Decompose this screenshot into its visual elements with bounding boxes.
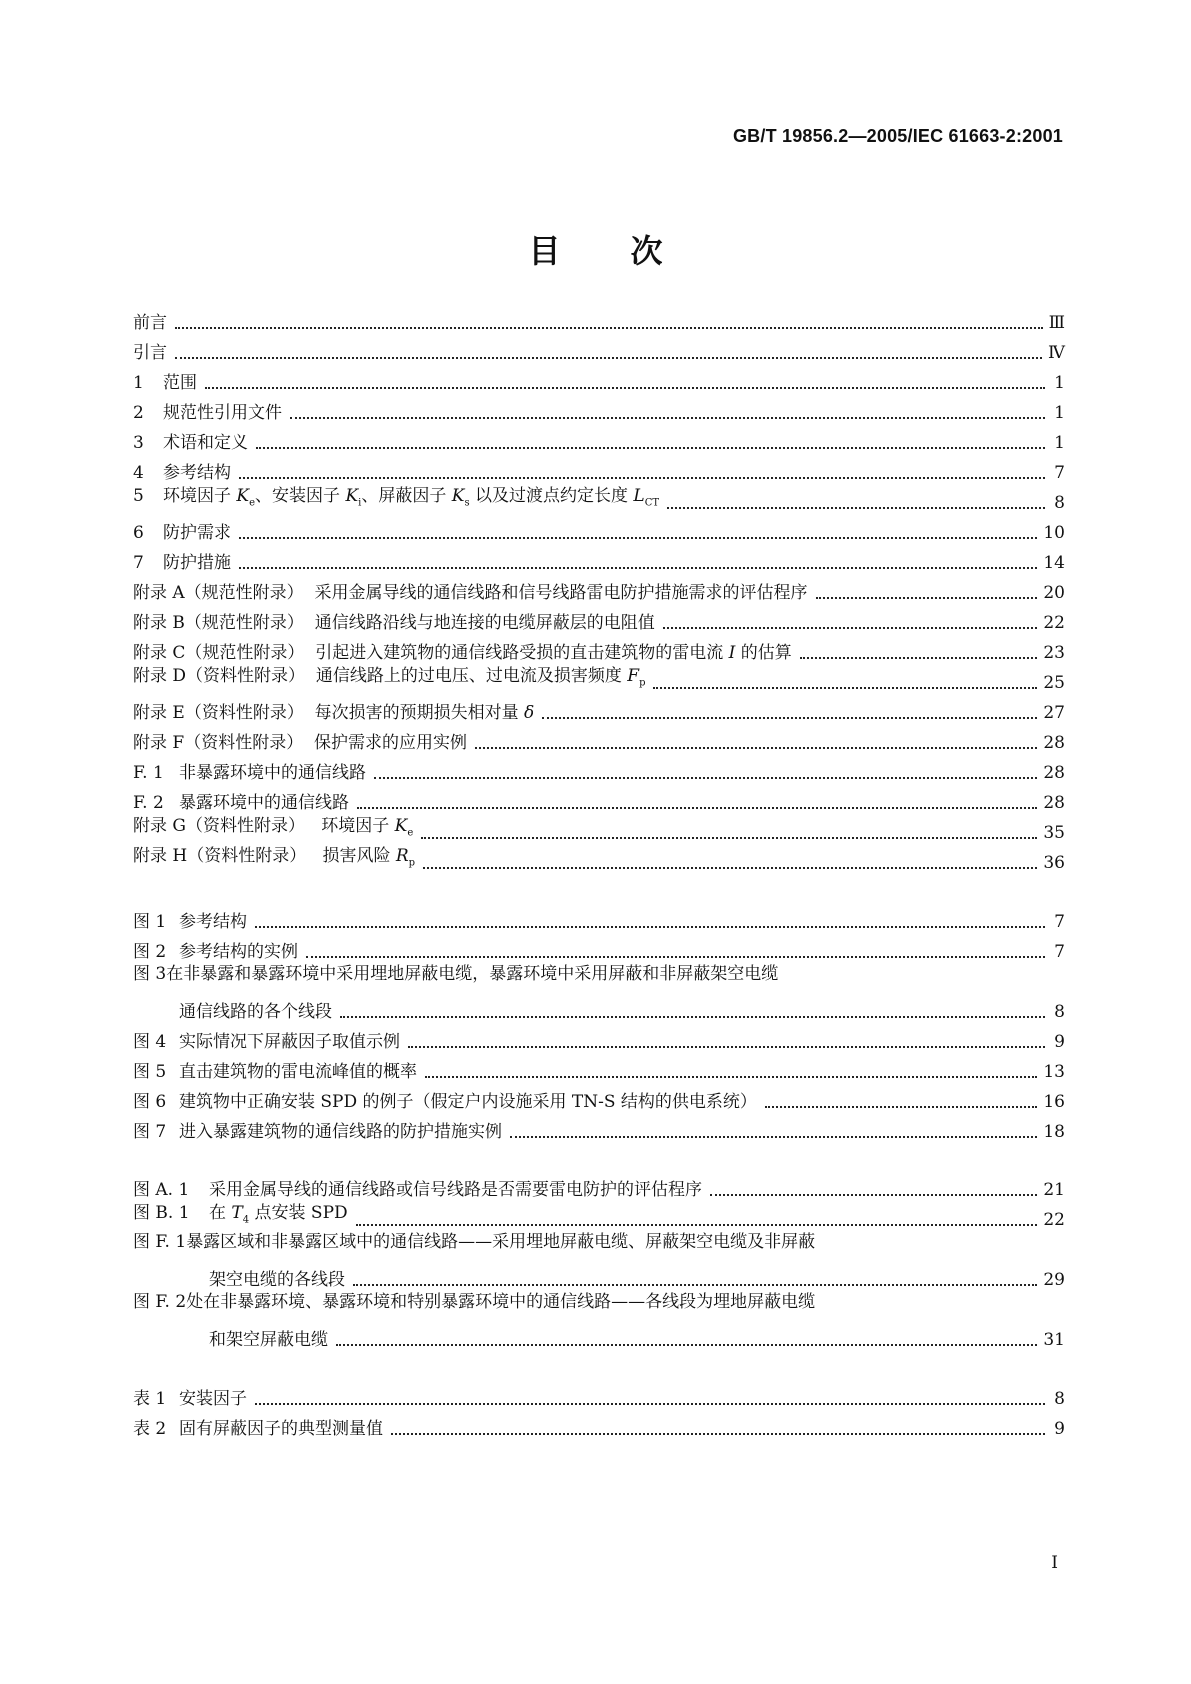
toc-entry-ch6[interactable]: 6 防护需求 10 xyxy=(133,523,1065,543)
dot-leader xyxy=(653,686,1037,689)
dot-leader xyxy=(239,476,1045,479)
dot-leader xyxy=(421,836,1037,839)
toc-entry-figure-f1-line2[interactable]: 架空电缆的各线段 29 xyxy=(209,1270,1065,1290)
dot-leader xyxy=(340,1015,1045,1018)
toc-entry-f2[interactable]: F. 2 暴露环境中的通信线路 28 xyxy=(133,793,1065,813)
dot-leader xyxy=(765,1105,1037,1108)
toc-entry-table-1[interactable]: 表 1 安装因子 8 xyxy=(133,1389,1065,1409)
toc-entry-ch5[interactable]: 5 环境因子 $K_e$、安装因子 $K_i$、屏蔽因子 $K_s$ 以及过渡点约定长度 $L_{CT}$ 8 xyxy=(133,485,1065,513)
toc-entry-ch2[interactable]: 2 规范性引用文件 1 xyxy=(133,403,1065,423)
dot-leader xyxy=(800,656,1038,659)
dot-leader xyxy=(408,1045,1045,1048)
toc-entry-table-2[interactable]: 表 2 固有屏蔽因子的典型测量值 9 xyxy=(133,1419,1065,1439)
toc-entry-ch7[interactable]: 7 防护措施 14 xyxy=(133,553,1065,573)
dot-leader xyxy=(816,596,1038,599)
dot-leader xyxy=(357,806,1037,809)
dot-leader xyxy=(391,1432,1045,1435)
toc-entry-figure-5[interactable]: 图 5 直击建筑物的雷电流峰值的概率 13 xyxy=(133,1062,1065,1082)
dot-leader xyxy=(239,566,1037,569)
toc-entry-figure-2[interactable]: 图 2 参考结构的实例 7 xyxy=(133,942,1065,962)
toc-entry-appendix-f[interactable]: 附录 F（资料性附录） 保护需求的应用实例 28 xyxy=(133,733,1065,753)
dot-leader xyxy=(175,356,1042,359)
dot-leader xyxy=(353,1283,1037,1286)
dot-leader xyxy=(510,1135,1037,1138)
dot-leader xyxy=(239,536,1037,539)
toc-entry-figure-f2-line2[interactable]: 和架空屏蔽电缆 31 xyxy=(209,1330,1065,1350)
toc-entry-figure-a1[interactable]: 图 A. 1 采用金属导线的通信线路或信号线路是否需要雷电防护的评估程序 21 xyxy=(133,1180,1065,1200)
dot-leader xyxy=(306,955,1045,958)
dot-leader xyxy=(667,506,1045,509)
toc-entry-figure-3-line1[interactable]: 图 3在非暴露和暴露环境中采用埋地屏蔽电缆，暴露环境中采用屏蔽和非屏蔽架空电缆 xyxy=(133,964,779,984)
dot-leader xyxy=(663,626,1038,629)
toc-entry-ch1[interactable]: 1 范围 1 xyxy=(133,373,1065,393)
dot-leader xyxy=(256,446,1045,449)
toc-entry-appendix-c[interactable]: 附录 C（规范性附录） 引起进入建筑物的通信线路受损的直击建筑物的雷电流 I 的估算 23 xyxy=(133,643,1065,663)
dot-leader xyxy=(255,925,1045,928)
dot-leader xyxy=(374,776,1037,779)
toc-entry-ch4[interactable]: 4 参考结构 7 xyxy=(133,463,1065,483)
toc-entry-appendix-h[interactable]: 附录 H（资料性附录） 损害风险 $R_p$ 36 xyxy=(133,845,1065,873)
toc-entry-appendix-a[interactable]: 附录 A（规范性附录） 采用金属导线的通信线路和信号线路雷电防护措施需求的评估程序 20 xyxy=(133,583,1065,603)
toc-entry-figure-6[interactable]: 图 6 建筑物中正确安装 SPD 的例子（假定户内设施采用 TN-S 结构的供电系统） 16 xyxy=(133,1092,1065,1112)
dot-leader xyxy=(290,416,1045,419)
toc-entry-appendix-e[interactable]: 附录 E（资料性附录） 每次损害的预期损失相对量 δ 27 xyxy=(133,703,1065,723)
standard-code: GB/T 19856.2—2005/IEC 61663-2:2001 xyxy=(732,126,1063,146)
dot-leader xyxy=(205,386,1045,389)
toc-entry-ch3[interactable]: 3 术语和定义 1 xyxy=(133,433,1065,453)
toc-entry-figure-b1[interactable]: 图 B. 1 在 $T_4$ 点安装 SPD 22 xyxy=(133,1202,1065,1230)
dot-leader xyxy=(336,1343,1037,1346)
dot-leader xyxy=(425,1075,1037,1078)
toc-entry-intro[interactable]: 引言 Ⅳ xyxy=(133,343,1065,363)
toc-entry-figure-4[interactable]: 图 4 实际情况下屏蔽因子取值示例 9 xyxy=(133,1032,1065,1052)
toc-entry-figure-f1-line1[interactable]: 图 F. 1暴露区域和非暴露区域中的通信线路——采用埋地屏蔽电缆、屏蔽架空电缆及非屏蔽 xyxy=(133,1232,816,1252)
toc-entry-figure-f2-line1[interactable]: 图 F. 2处在非暴露环境、暴露环境和特别暴露环境中的通信线路——各线段为埋地屏蔽电缆 xyxy=(133,1292,816,1312)
toc-entry-appendix-d[interactable]: 附录 D（资料性附录） 通信线路上的过电压、过电流及损害频度 $F_p$ 25 xyxy=(133,665,1065,693)
toc-entry-figure-7[interactable]: 图 7 进入暴露建筑物的通信线路的防护措施实例 18 xyxy=(133,1122,1065,1142)
dot-leader xyxy=(423,866,1037,869)
toc-entry-figure-1[interactable]: 图 1 参考结构 7 xyxy=(133,912,1065,932)
toc-entry-figure-3-line2[interactable]: 通信线路的各个线段 8 xyxy=(179,1002,1065,1022)
page-number: I xyxy=(1051,1553,1058,1573)
page-title: 目次 xyxy=(528,232,733,270)
dot-leader xyxy=(475,746,1037,749)
dot-leader xyxy=(710,1193,1037,1196)
dot-leader xyxy=(175,326,1043,329)
toc-entry-preface[interactable]: 前言 Ⅲ xyxy=(133,313,1065,333)
toc-entry-f1[interactable]: F. 1 非暴露环境中的通信线路 28 xyxy=(133,763,1065,783)
dot-leader xyxy=(255,1402,1045,1405)
toc-entry-appendix-b[interactable]: 附录 B（规范性附录） 通信线路沿线与地连接的电缆屏蔽层的电阻值 22 xyxy=(133,613,1065,633)
toc-entry-appendix-g[interactable]: 附录 G（资料性附录） 环境因子 $K_e$ 35 xyxy=(133,815,1065,843)
dot-leader xyxy=(356,1223,1038,1226)
dot-leader xyxy=(542,716,1037,719)
